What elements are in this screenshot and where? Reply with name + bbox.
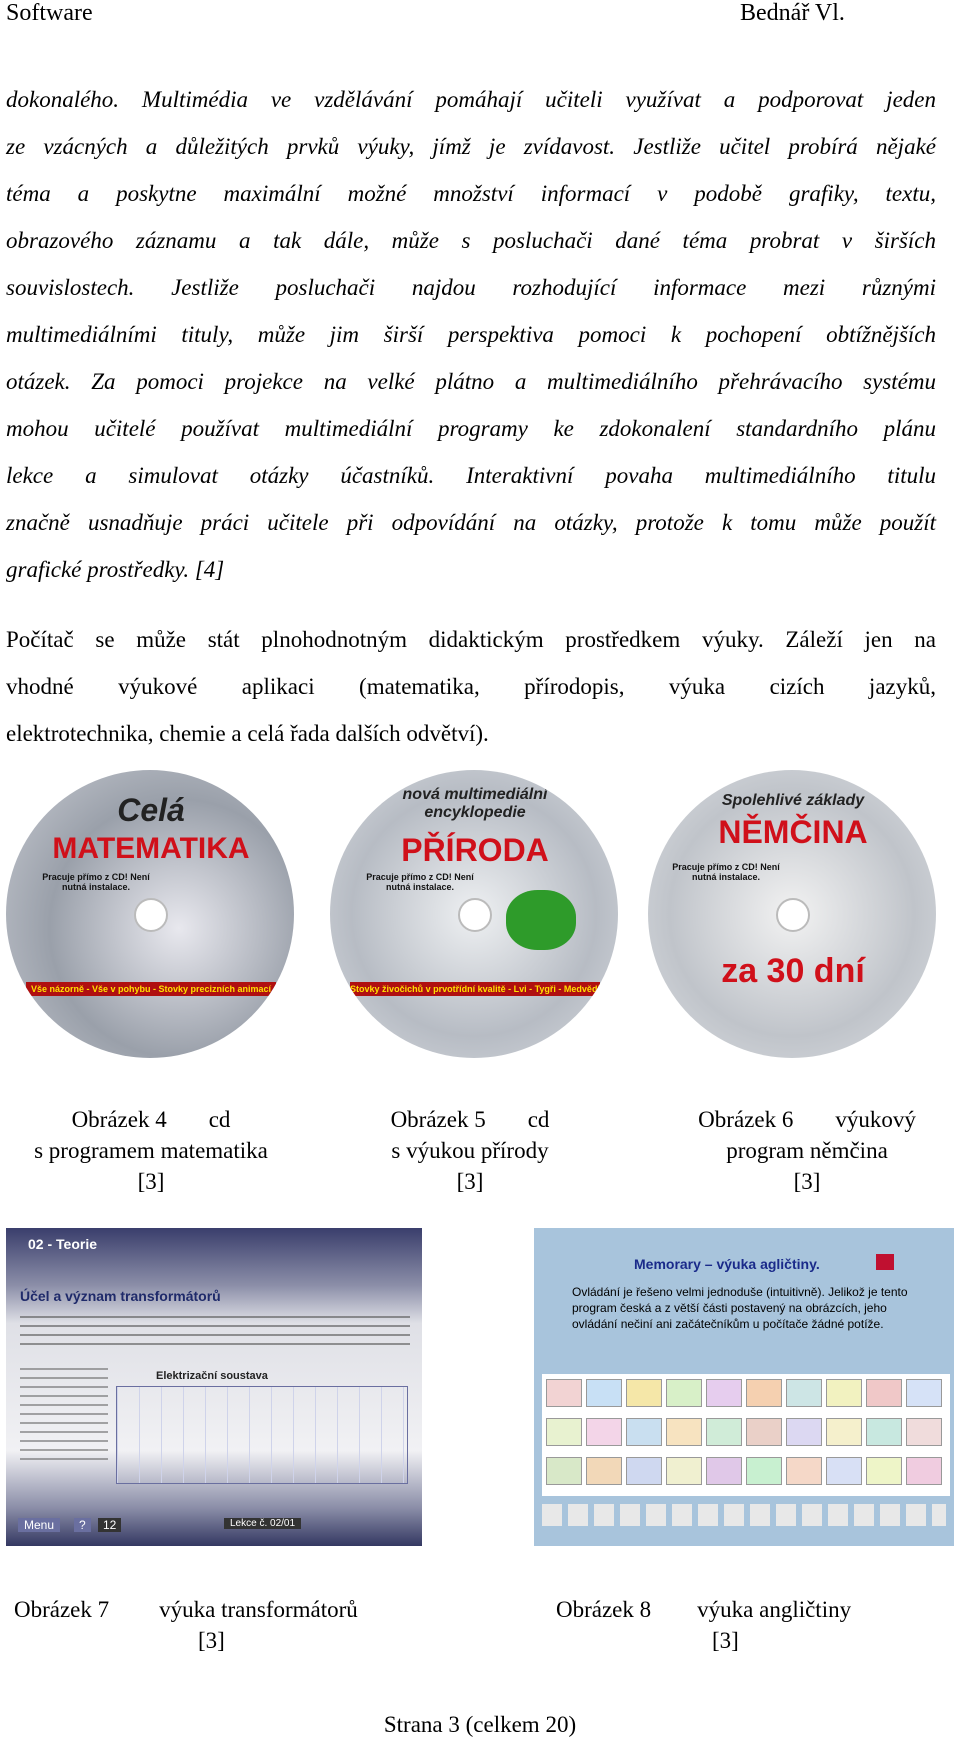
picture-grid: [542, 1374, 950, 1496]
text-line: souvislostech. Jestliže posluchači najdou rozhodující informace mezi různými: [6, 275, 936, 300]
picture-tile[interactable]: [786, 1418, 822, 1446]
menu-button[interactable]: Menu: [18, 1518, 60, 1532]
cd-matematika-image: [6, 770, 294, 1058]
text-line: mohou učitelé používat multimediální programy ke zdokonalení standardního plánu: [6, 416, 936, 441]
cd-tagline: Pracuje přímo z CD! Není nutná instalace.: [366, 872, 474, 892]
lesson-number: Lekce č. 02/01: [224, 1518, 301, 1529]
flag-icon: [876, 1254, 894, 1270]
caption-label: Obrázek 8: [556, 1597, 652, 1622]
caption-ref: [3]: [712, 1628, 739, 1653]
cd-tagline: Pracuje přímo z CD! Není nutná instalace.: [42, 872, 150, 892]
cd-hole: [776, 898, 810, 932]
caption-text: program němčina: [726, 1138, 888, 1163]
text-line: Počítač se může stát plnohodnotným didaktickým prostředkem výuky. Záleží jen na: [6, 627, 936, 652]
text-line: téma a poskytne maximální možné množství informací v podobě grafiky, textu,: [6, 181, 936, 206]
header-left: Software: [6, 0, 93, 26]
text-line: otázek. Za pomoci projekce na velké plátno a multimediálního přehrávacího systému: [6, 369, 936, 394]
caption-fig8: [556, 1594, 956, 1656]
picture-tile[interactable]: [866, 1379, 902, 1407]
picture-tile[interactable]: [826, 1457, 862, 1485]
cd-title-small: nová multimediální encyklopedie: [402, 786, 548, 821]
caption-ref: [3]: [456, 1169, 484, 1194]
caption-fig5: [330, 1104, 610, 1197]
tab-label: 02 - Teorie: [28, 1236, 97, 1252]
cd-bottom-text: za 30 dní: [721, 952, 865, 990]
text-line: lekce a simulovat otázky účastníků. Interaktivní povaha multimediálního titulu: [6, 463, 936, 488]
caption-label: cd: [527, 1107, 550, 1132]
caption-label: cd: [208, 1107, 231, 1132]
cd-title: NĚMČINA: [718, 814, 868, 850]
normal-paragraph: [6, 616, 936, 757]
cd-title-small: Spolehlivé základy: [721, 792, 865, 809]
cd-title: PŘÍRODA: [401, 832, 549, 868]
picture-tile[interactable]: [706, 1457, 742, 1485]
cd-hole: [458, 898, 492, 932]
help-button[interactable]: ?: [74, 1518, 91, 1532]
picture-tile[interactable]: [746, 1418, 782, 1446]
caption-text: výuka transformátorů: [159, 1597, 358, 1622]
caption-text: s programem matematika: [34, 1138, 268, 1163]
text-line: značně usnadňuje práci učitele při odpovídání na otázky, protože k tomu může použít: [6, 510, 936, 535]
power-grid-diagram: [116, 1386, 408, 1484]
picture-tile[interactable]: [746, 1379, 782, 1407]
caption-fig4: [6, 1104, 296, 1197]
text-line: obrazového záznamu a tak dále, může s posluchači dané téma probrat v širších: [6, 228, 936, 253]
picture-tile[interactable]: [706, 1418, 742, 1446]
lesson-heading: Účel a význam transformátorů: [20, 1288, 221, 1304]
lesson-side-text: [20, 1368, 108, 1464]
cd-hole: [134, 898, 168, 932]
picture-tile[interactable]: [826, 1379, 862, 1407]
text-line: dokonalého. Multimédia ve vzdělávání pomáhají učiteli využívat a podporovat jeden: [6, 87, 936, 112]
caption-text: s výukou přírody: [391, 1138, 549, 1163]
caption-label: výukový: [835, 1107, 916, 1132]
picture-tile[interactable]: [666, 1457, 702, 1485]
picture-tile[interactable]: [586, 1379, 622, 1407]
picture-tile[interactable]: [546, 1379, 582, 1407]
tool-strip[interactable]: [542, 1504, 946, 1526]
page-footer: Strana 3 (celkem 20): [383, 1712, 577, 1737]
cd-tagline: Pracuje přímo z CD! Není nutná instalace.: [672, 862, 780, 882]
picture-tile[interactable]: [786, 1457, 822, 1485]
caption-ref: [3]: [137, 1169, 165, 1194]
app-title: Memorary – výuka agličtiny.: [634, 1256, 820, 1272]
caption-ref: [3]: [793, 1169, 821, 1194]
picture-tile[interactable]: [666, 1379, 702, 1407]
lesson-text-block: [20, 1316, 410, 1350]
picture-tile[interactable]: [586, 1418, 622, 1446]
page-number: 12: [98, 1518, 121, 1532]
caption-label: Obrázek 7: [14, 1597, 110, 1622]
picture-tile[interactable]: [626, 1379, 662, 1407]
picture-tile[interactable]: [906, 1457, 942, 1485]
picture-tile[interactable]: [826, 1418, 862, 1446]
caption-ref: [3]: [198, 1628, 225, 1653]
text-line: vhodné výukové aplikaci (matematika, přírodopis, výuka cizích jazyků,: [6, 674, 936, 699]
caption-fig6: [672, 1104, 942, 1197]
picture-tile[interactable]: [626, 1457, 662, 1485]
text-line: elektrotechnika, chemie a celá řada dalších odvětví).: [6, 721, 489, 746]
cd-priroda-image: [330, 770, 618, 1058]
diagram-title: Elektrizační soustava: [156, 1370, 268, 1382]
caption-label: Obrázek 4: [71, 1107, 167, 1132]
frog-graphic: [506, 890, 576, 950]
cd-title-small: Celá: [117, 792, 185, 828]
caption-text: výuka angličtiny: [697, 1597, 852, 1622]
picture-tile[interactable]: [746, 1457, 782, 1485]
caption-label: Obrázek 6: [698, 1107, 794, 1132]
picture-tile[interactable]: [786, 1379, 822, 1407]
picture-tile[interactable]: [546, 1418, 582, 1446]
picture-tile[interactable]: [626, 1418, 662, 1446]
picture-tile[interactable]: [866, 1457, 902, 1485]
picture-tile[interactable]: [906, 1418, 942, 1446]
cd-title: MATEMATIKA: [52, 832, 250, 865]
header-right: Bednář Vl.: [740, 0, 845, 26]
picture-tile[interactable]: [706, 1379, 742, 1407]
caption-fig7: [14, 1594, 434, 1656]
text-line: multimediálními tituly, může jim širší perspektiva pomoci k pochopení obtížnějších: [6, 322, 936, 347]
cd-nemcina-image: [648, 770, 936, 1058]
picture-tile[interactable]: [666, 1418, 702, 1446]
cd-bottom-text: Vše názorně - Vše v pohybu - Stovky precizních animací: [26, 982, 276, 996]
transformer-lesson-screenshot: [6, 1228, 422, 1546]
cd-bottom-text: Stovky živočichů v prvotřídní kvalitě - Lvi - Tygři - Medvědi: [350, 984, 600, 994]
app-description: Ovládání je řešeno velmi jednoduše (intuitivně). Jelikož je tento program česká a z větší části postavený na obrázcích, jeho ovládání nečiní ani začátečníkům u počítače žádné potíže.: [572, 1285, 908, 1331]
text-line: grafické prostředky. [4]: [6, 557, 225, 582]
picture-tile[interactable]: [586, 1457, 622, 1485]
english-lesson-screenshot: [534, 1228, 954, 1546]
caption-label: Obrázek 5: [390, 1107, 486, 1132]
picture-tile[interactable]: [906, 1379, 942, 1407]
text-line: ze vzácných a důležitých prvků výuky, jímž je zvídavost. Jestliže učitel probírá nějaké: [6, 134, 936, 159]
italic-paragraph: [6, 76, 936, 593]
picture-tile[interactable]: [546, 1457, 582, 1485]
picture-tile[interactable]: [866, 1418, 902, 1446]
